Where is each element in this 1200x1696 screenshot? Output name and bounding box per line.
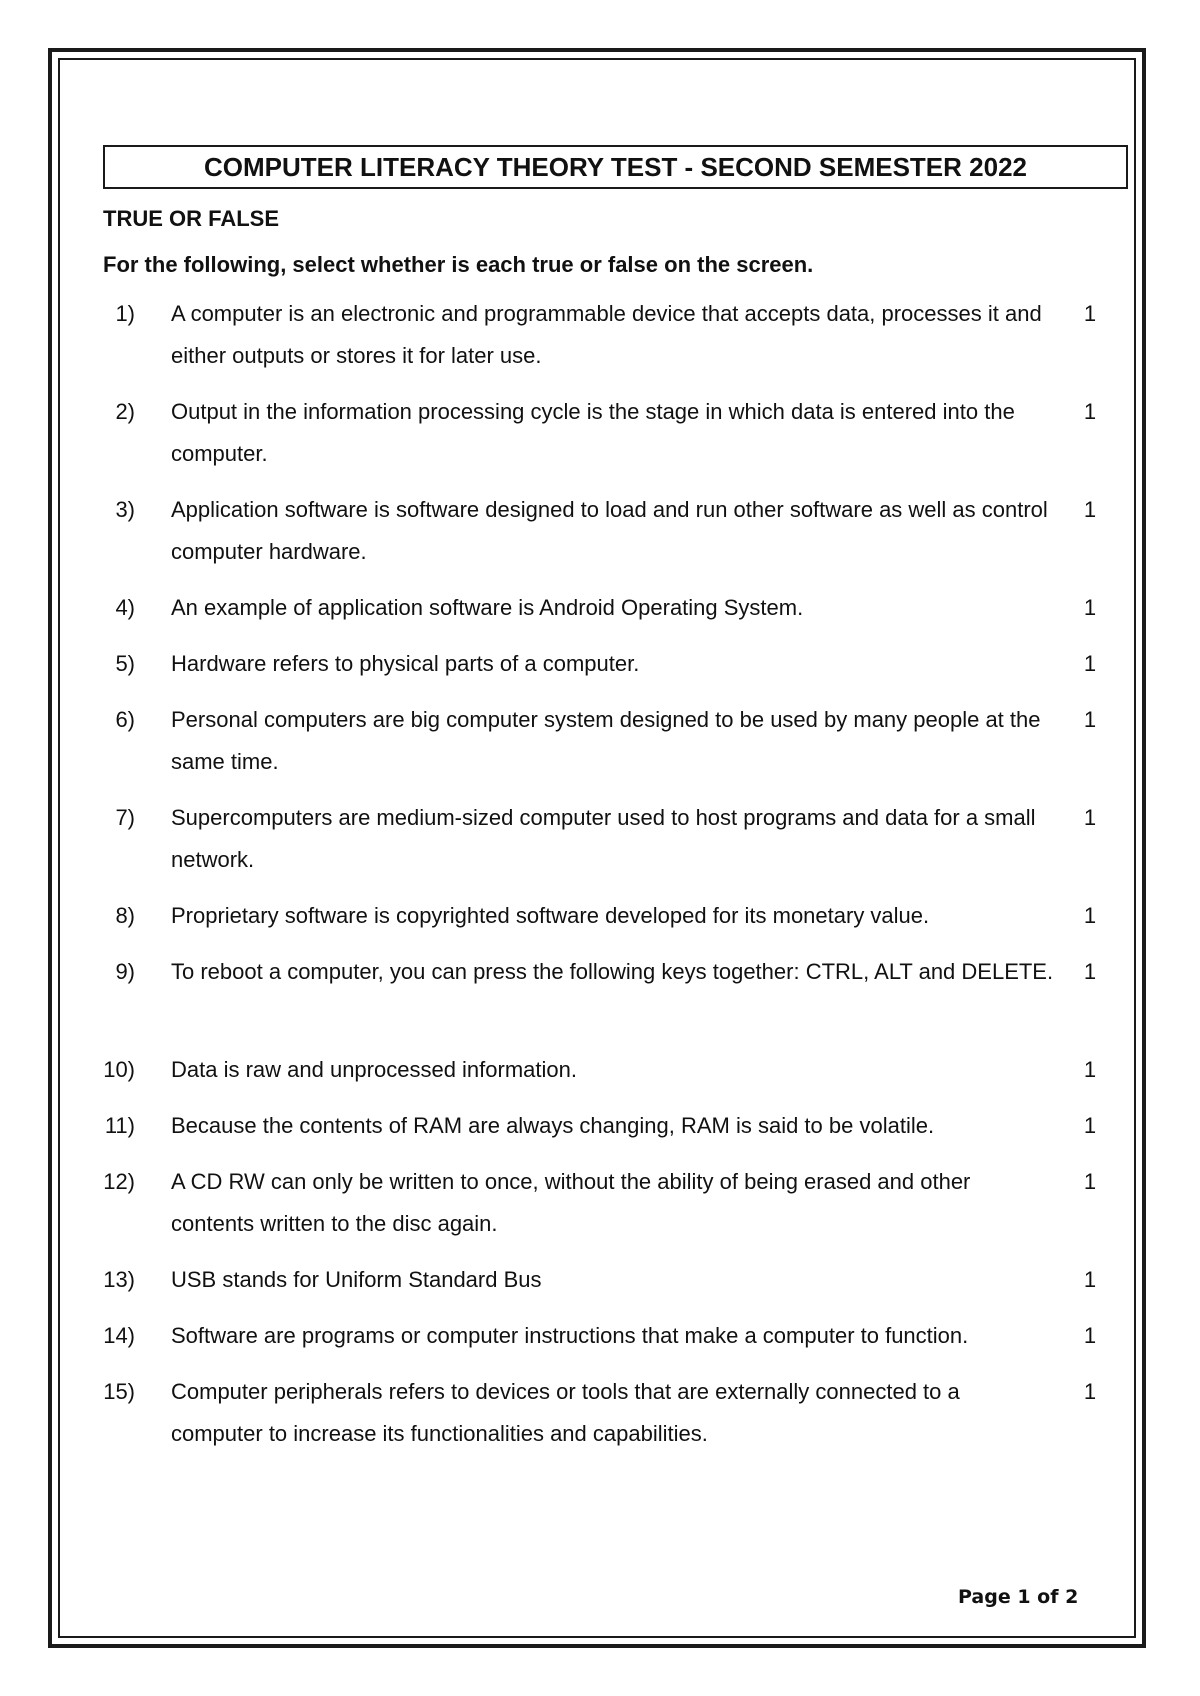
question-number: 13) [103,1267,135,1292]
question-mark: 1 [1083,805,1097,830]
question-number: 3) [115,497,135,522]
question-text: A CD RW can only be written to once, without the ability of being erased and other contents written to the disc again. [171,1169,971,1236]
question-mark: 1 [1083,1169,1097,1194]
instruction-text: For the following, select whether is each true or false on the screen. [103,252,814,277]
question-number: 6) [115,707,135,732]
question-number: 4) [115,595,135,620]
question-number: 15) [103,1379,135,1404]
question-mark: 1 [1083,1379,1097,1404]
question-text: Computer peripherals refers to devices or tools that are externally connected to a computer to increase its functionalities and capabilities. [171,1379,960,1446]
question-text: To reboot a computer, you can press the following keys together: CTRL, ALT and DELETE. [171,959,1054,984]
question-mark: 1 [1083,903,1097,928]
question-text: A computer is an electronic and programmable device that accepts data, processes it and either outputs or stores it for later use. [171,301,1042,368]
section-heading: TRUE OR FALSE [103,206,280,231]
question-text: Supercomputers are medium-sized computer used to host programs and data for a small network. [171,805,1036,872]
question-number: 9) [115,959,135,984]
question-number: 8) [115,903,135,928]
question-text: Proprietary software is copyrighted software developed for its monetary value. [171,903,930,928]
question-text: Data is raw and unprocessed information. [171,1057,577,1082]
question-mark: 1 [1083,595,1097,620]
question-text: Personal computers are big computer system designed to be used by many people at the same time. [171,707,1041,774]
question-mark: 1 [1083,707,1097,732]
question-mark: 1 [1083,1057,1097,1082]
question-number: 5) [115,651,135,676]
question-number: 12) [103,1169,135,1194]
question-text: Output in the information processing cycle is the stage in which data is entered into the computer. [171,399,1015,466]
question-text: Because the contents of RAM are always changing, RAM is said to be volatile. [171,1113,935,1138]
question-mark: 1 [1083,399,1097,424]
question-text: USB stands for Uniform Standard Bus [171,1267,542,1292]
question-number: 2) [115,399,135,424]
question-mark: 1 [1083,1267,1097,1292]
question-text: Hardware refers to physical parts of a computer. [171,651,640,676]
question-number: 7) [115,805,135,830]
question-mark: 1 [1083,497,1097,522]
question-number: 10) [103,1057,135,1082]
question-number: 14) [103,1323,135,1348]
question-text: Software are programs or computer instructions that make a computer to function. [171,1323,969,1348]
question-mark: 1 [1083,1323,1097,1348]
page-number: Page 1 of 2 [958,1586,1079,1608]
question-text: An example of application software is Android Operating System. [171,595,804,620]
question-mark: 1 [1083,959,1097,984]
question-mark: 1 [1083,301,1097,326]
question-text: Application software is software designed to load and run other software as well as control computer hardware. [171,497,1048,564]
test-title: COMPUTER LITERACY THEORY TEST - SECOND SEMESTER 2022 [103,145,1128,189]
question-number: 1) [115,301,135,326]
question-number: 11) [104,1113,135,1138]
question-mark: 1 [1083,1113,1097,1138]
question-mark: 1 [1083,651,1097,676]
